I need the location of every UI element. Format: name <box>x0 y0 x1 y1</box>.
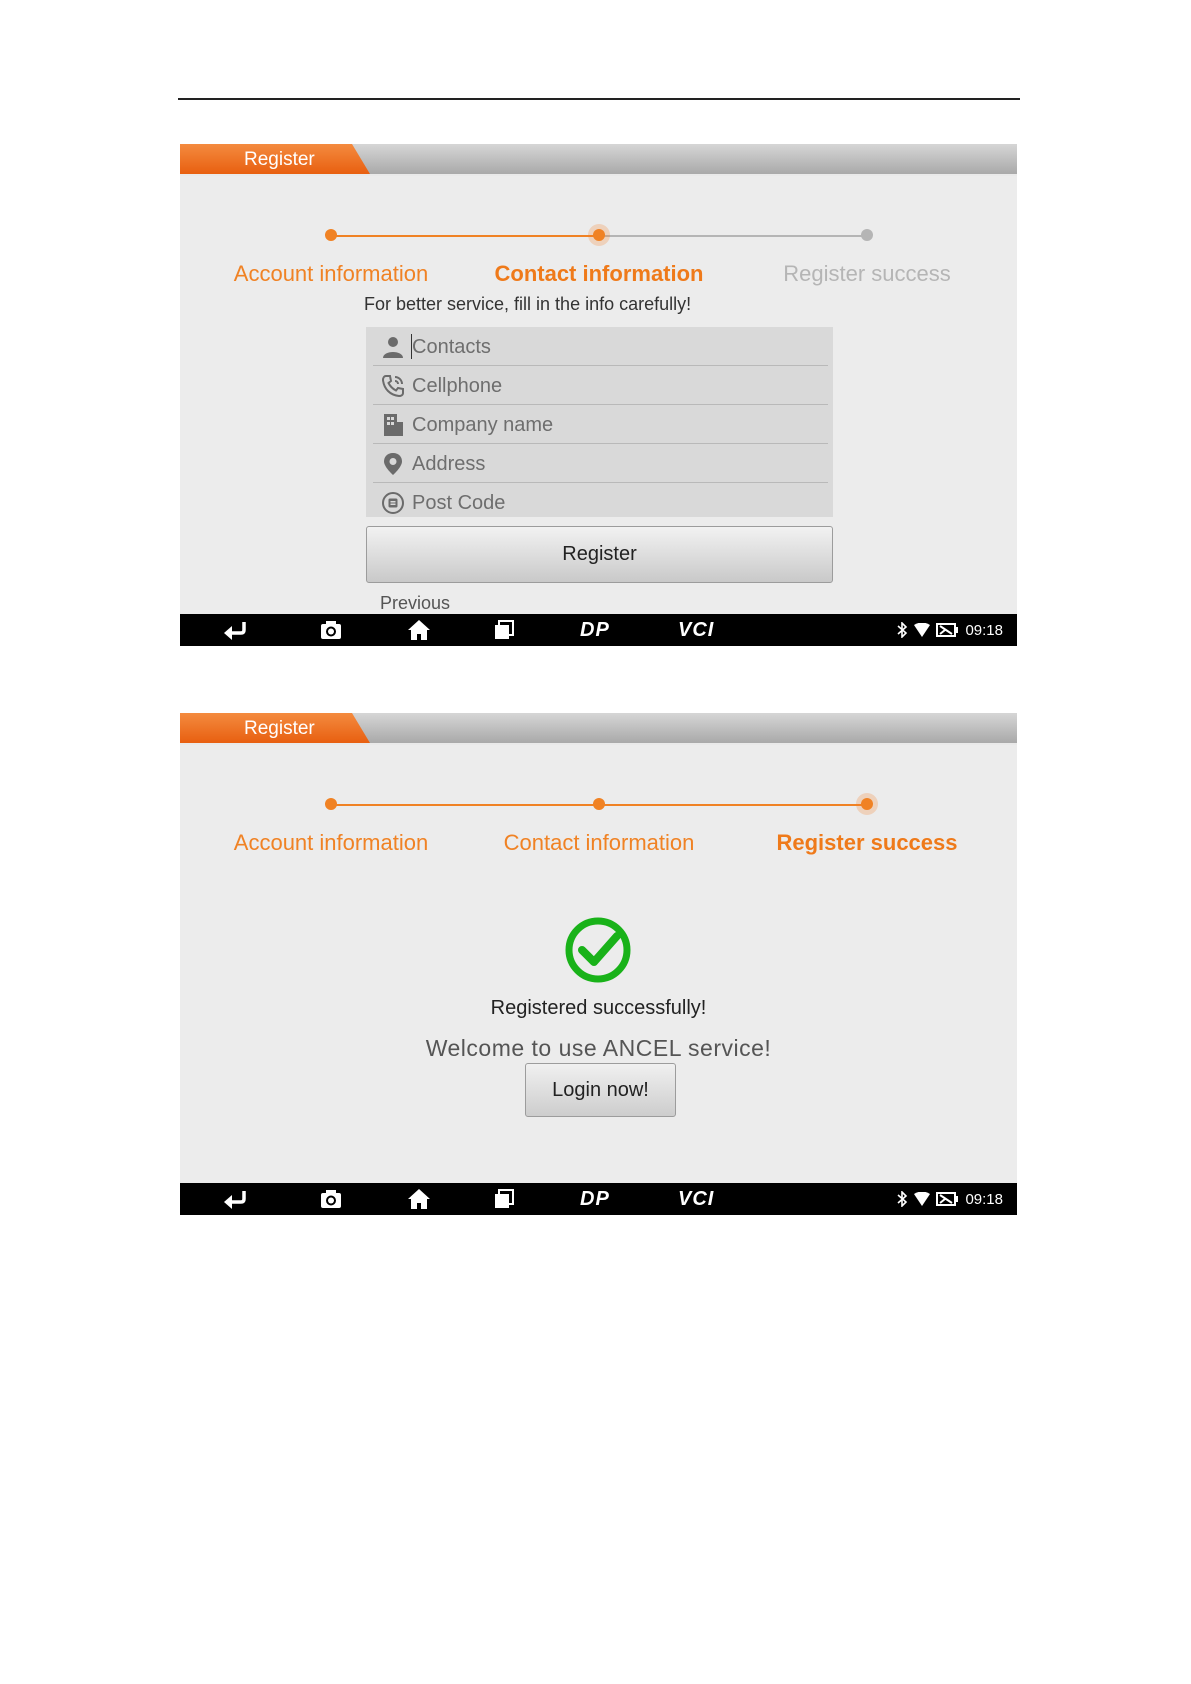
step-label-contact: Contact information <box>494 261 704 286</box>
step-label-account: Account information <box>233 261 429 286</box>
phone-icon <box>381 374 405 398</box>
cellphone-placeholder: Cellphone <box>412 375 503 397</box>
battery-icon <box>936 1192 958 1206</box>
camera-icon[interactable] <box>320 1189 342 1209</box>
postcode-icon <box>381 491 405 515</box>
home-icon[interactable] <box>408 620 430 640</box>
building-icon <box>381 413 405 437</box>
step-dot-contact <box>593 798 605 810</box>
cellphone-field[interactable] <box>373 366 828 405</box>
register-contact-screen <box>180 144 1017 646</box>
dp-button[interactable]: DP <box>580 619 610 641</box>
progress-line-done <box>331 235 598 237</box>
bluetooth-icon <box>896 622 908 638</box>
register-success-screen <box>180 713 1017 1215</box>
battery-icon <box>936 623 958 637</box>
step-label-success: Register success <box>776 830 958 855</box>
wifi-icon <box>914 623 930 637</box>
camera-icon[interactable] <box>320 620 342 640</box>
page-title: Register <box>244 718 315 739</box>
back-icon[interactable] <box>222 1189 248 1209</box>
form-hint: For better service, fill in the info carefully! <box>364 294 692 314</box>
company-name-field[interactable] <box>373 405 828 444</box>
register-button[interactable]: Register <box>366 526 833 583</box>
title-bar <box>180 713 1017 743</box>
home-icon[interactable] <box>408 1189 430 1209</box>
vci-button[interactable]: VCI <box>678 1188 715 1210</box>
register-panel <box>180 176 1017 614</box>
welcome-message: Welcome to use ANCEL service! <box>425 1035 772 1061</box>
step-dot-success <box>861 798 873 810</box>
title-bar <box>180 144 1017 174</box>
bluetooth-icon <box>896 1191 908 1207</box>
success-check-icon <box>565 917 631 983</box>
android-nav-bar <box>180 614 1017 646</box>
success-message: Registered successfully! <box>490 997 707 1019</box>
step-label-account: Account information <box>233 830 429 855</box>
step-dot-account <box>325 229 337 241</box>
recent-apps-icon[interactable] <box>494 1189 514 1209</box>
status-time: 09:18 <box>965 622 1003 639</box>
address-placeholder: Address <box>412 453 486 475</box>
post-code-field[interactable] <box>373 483 828 522</box>
dp-button[interactable]: DP <box>580 1188 610 1210</box>
step-dot-success <box>861 229 873 241</box>
contacts-field[interactable] <box>373 327 828 366</box>
contacts-placeholder: Contacts <box>412 336 491 358</box>
person-icon <box>381 335 405 359</box>
company-name-placeholder: Company name <box>412 414 554 436</box>
page-top-rule <box>178 98 1020 100</box>
step-label-success: Register success <box>783 261 951 286</box>
android-nav-bar <box>180 1183 1017 1215</box>
wifi-icon <box>914 1192 930 1206</box>
previous-link[interactable]: Previous <box>380 593 451 613</box>
page-title: Register <box>244 149 315 170</box>
progress-line-pending <box>598 235 865 237</box>
step-dot-contact <box>593 229 605 241</box>
register-panel <box>180 745 1017 1183</box>
post-code-placeholder: Post Code <box>412 492 506 514</box>
status-time: 09:18 <box>965 1191 1003 1208</box>
location-pin-icon <box>381 452 405 476</box>
step-label-contact: Contact information <box>503 830 695 855</box>
recent-apps-icon[interactable] <box>494 620 514 640</box>
address-field[interactable] <box>373 444 828 483</box>
login-now-button[interactable]: Login now! <box>525 1063 676 1117</box>
step-dot-account <box>325 798 337 810</box>
back-icon[interactable] <box>222 620 248 640</box>
vci-button[interactable]: VCI <box>678 619 715 641</box>
contact-form <box>366 327 833 517</box>
